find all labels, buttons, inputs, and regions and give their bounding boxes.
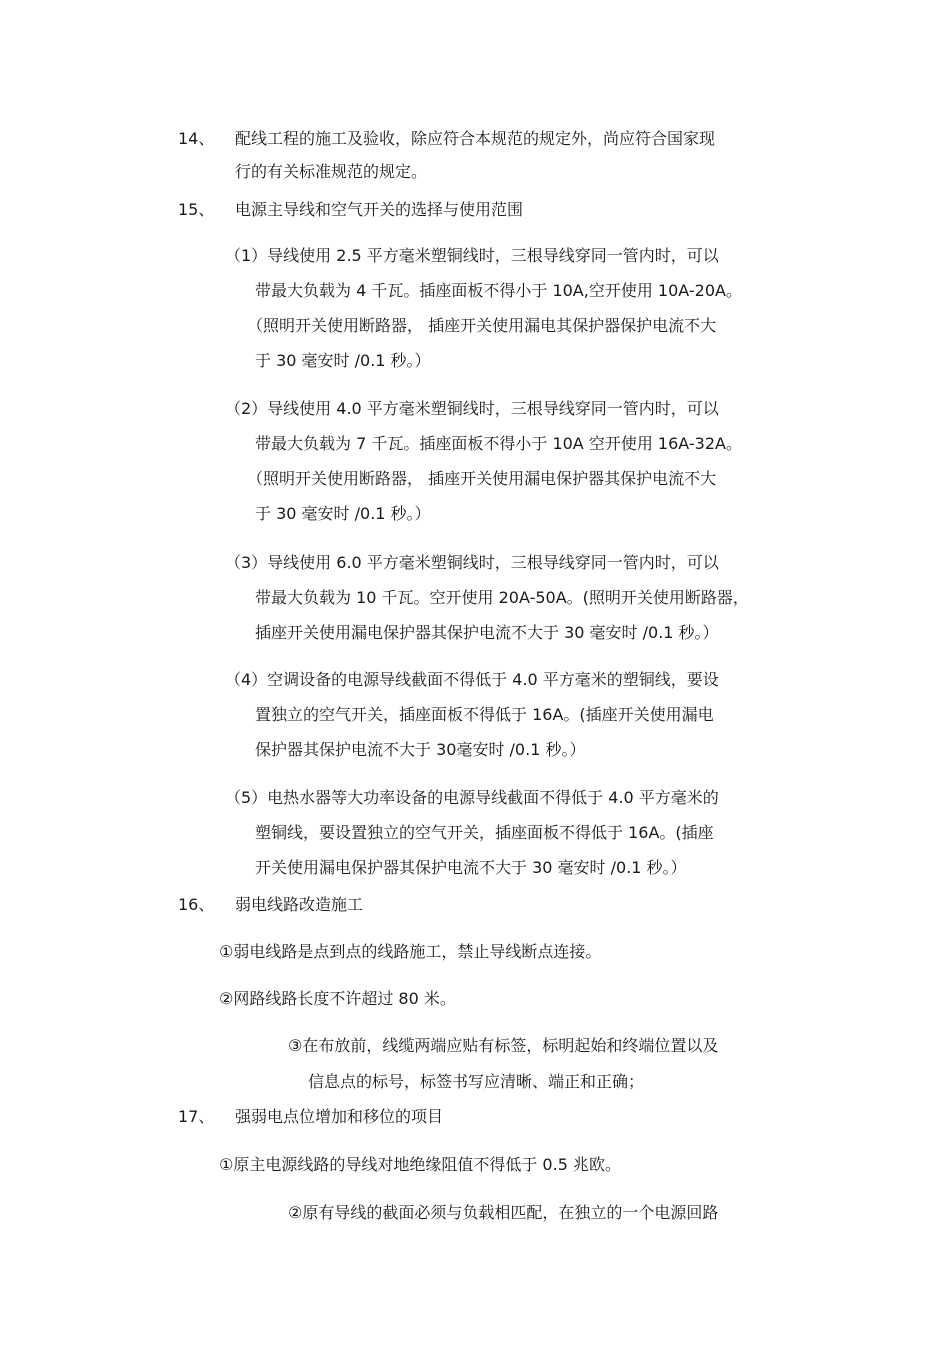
- item-14-number: 14、: [178, 129, 215, 148]
- sub15-3-line-1: （3）导线使用 6.0 平方毫米塑铜线时，三根导线穿同一管内时，可以: [225, 553, 719, 572]
- sub15-3-line-3: 插座开关使用漏电保护器其保护电流不大于 30 毫安时 /0.1 秒。）: [255, 623, 719, 642]
- item-16-title: 弱电线路改造施工: [235, 895, 364, 914]
- item-16-point-3: ③在布放前，线缆两端应贴有标签，标明起始和终端位置以及: [288, 1036, 719, 1055]
- item-17-point-2: ②原有导线的截面必须与负载相匹配，在独立的一个电源回路: [288, 1203, 719, 1222]
- item-16-number: 16、: [178, 895, 215, 914]
- item-15-title: 电源主导线和空气开关的选择与使用范围: [235, 200, 524, 219]
- sub15-1-line-2: 带最大负载为 4 千瓦。插座面板不得小于 10A,空开使用 10A-20A。: [255, 281, 742, 300]
- item-17-title: 强弱电点位增加和移位的项目: [235, 1107, 444, 1126]
- item-16-point-3-cont: 信息点的标号，标签书写应清晰、端正和正确；: [308, 1072, 645, 1091]
- sub15-4-line-3: 保护器其保护电流不大于 30毫安时 /0.1 秒。）: [255, 740, 586, 759]
- item-15-number: 15、: [178, 200, 215, 219]
- sub15-5-line-2: 塑铜线，要设置独立的空气开关，插座面板不得低于 16A。(插座: [255, 823, 714, 842]
- sub15-1-line-3: （照明开关使用断路器， 插座开关使用漏电其保护器保护电流不大: [247, 316, 717, 335]
- item-17-point-1: ①原主电源线路的导线对地绝缘阻值不得低于 0.5 兆欧。: [219, 1155, 621, 1174]
- sub15-1-line-1: （1）导线使用 2.5 平方毫米塑铜线时，三根导线穿同一管内时，可以: [225, 246, 719, 265]
- sub15-1-line-4: 于 30 毫安时 /0.1 秒。）: [255, 351, 431, 370]
- sub15-2-line-3: （照明开关使用断路器， 插座开关使用漏电保护器其保护电流不大: [247, 469, 717, 488]
- item-16-point-1: ①弱电线路是点到点的线路施工，禁止导线断点连接。: [219, 942, 602, 961]
- item-16-point-2: ②网路线路长度不许超过 80 米。: [219, 989, 456, 1008]
- sub15-3-line-2: 带最大负载为 10 千瓦。空开使用 20A-50A。(照明开关使用断路器，: [255, 588, 749, 607]
- sub15-2-line-4: 于 30 毫安时 /0.1 秒。）: [255, 504, 431, 523]
- sub15-2-line-1: （2）导线使用 4.0 平方毫米塑铜线时，三根导线穿同一管内时，可以: [225, 399, 719, 418]
- sub15-2-line-2: 带最大负载为 7 千瓦。插座面板不得小于 10A 空开使用 16A-32A。: [255, 434, 742, 453]
- item-14-line-2: 行的有关标准规范的规定。: [235, 162, 428, 181]
- item-17-number: 17、: [178, 1107, 215, 1126]
- item-14-line-1: 配线工程的施工及验收，除应符合本规范的规定外，尚应符合国家现: [235, 129, 716, 148]
- sub15-4-line-1: （4）空调设备的电源导线截面不得低于 4.0 平方毫米的塑铜线，要设: [225, 670, 719, 689]
- sub15-5-line-3: 开关使用漏电保护器其保护电流不大于 30 毫安时 /0.1 秒。）: [255, 858, 687, 877]
- sub15-4-line-2: 置独立的空气开关，插座面板不得低于 16A。(插座开关使用漏电: [255, 705, 714, 724]
- sub15-5-line-1: （5）电热水器等大功率设备的电源导线截面不得低于 4.0 平方毫米的: [225, 788, 719, 807]
